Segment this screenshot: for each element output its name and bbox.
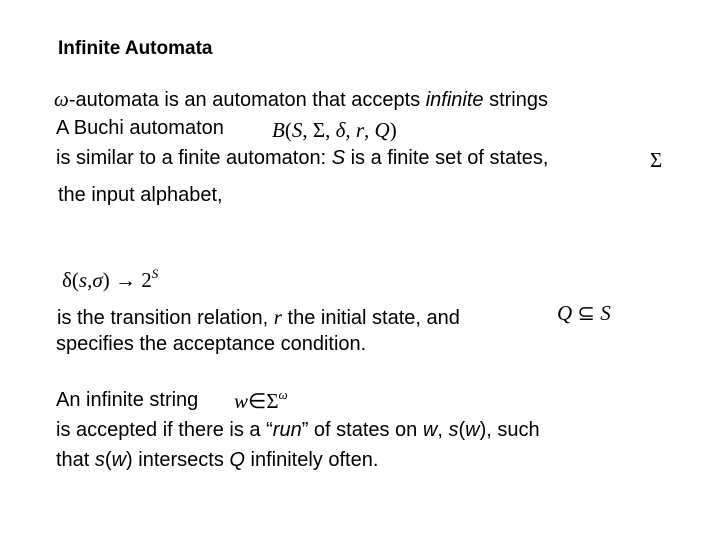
acceptance-subset-formula: Q ⊆ S xyxy=(557,301,611,325)
line-transition-relation: is the transition relation, r the initial state, and xyxy=(57,305,460,329)
line1-text-after: strings xyxy=(483,89,548,111)
line-acceptance-condition: specifies the acceptance condition. xyxy=(56,333,367,355)
line-omega-automata xyxy=(54,87,548,112)
transition-formula: $\delta(s,\sigma) \to 2^S$ xyxy=(62,266,159,292)
line-input-alphabet: the input alphabet, xyxy=(58,184,223,206)
line-infinite-string: An infinite string xyxy=(56,389,199,411)
line-buchi-automaton: A Buchi automaton xyxy=(56,117,224,139)
line1-emphasis: infinite xyxy=(425,89,484,111)
omega-symbol: ω xyxy=(54,87,69,111)
buchi-tuple-formula: B(S, Σ, δ, r, Q) xyxy=(272,118,397,142)
slide-title: Infinite Automata xyxy=(58,38,213,59)
line-accepted-run: is accepted if there is a “run” of states on w, s(w), such xyxy=(56,419,540,441)
line-similar-finite: is similar to a finite automaton: S is a finite set of states, xyxy=(56,147,549,169)
string-membership-formula: $w\in\Sigma^\omega$ xyxy=(234,387,288,413)
line1-text-before: -automata is an automaton that accepts xyxy=(68,89,426,111)
line-intersects-q: that s(w) intersects Q infinitely often. xyxy=(56,449,379,471)
sigma-symbol: Σ xyxy=(650,148,663,172)
